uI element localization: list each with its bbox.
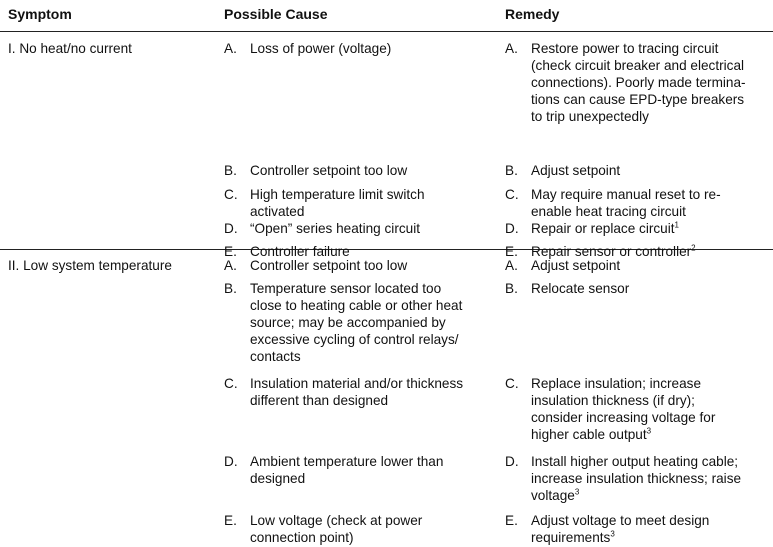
header-rule xyxy=(0,31,773,32)
remedy-text-line xyxy=(531,375,701,392)
cause-letter: A. xyxy=(224,41,237,56)
remedy-text: Replace insulation; increase xyxy=(531,376,702,391)
remedy-letter: A. xyxy=(505,258,518,273)
remedy-text: higher cable output xyxy=(531,427,647,442)
table-header xyxy=(0,0,773,32)
footnote-marker: 3 xyxy=(574,487,580,497)
cause-text-line: Loss of power (voltage) xyxy=(250,41,392,56)
cause-letter: B. xyxy=(224,281,237,296)
remedy-text-line xyxy=(531,453,738,470)
remedy-text-line xyxy=(531,392,695,409)
header-possible-cause: Possible Cause xyxy=(224,6,328,22)
remedy-letter: A. xyxy=(505,41,518,56)
remedy-text: May require manual reset to re- xyxy=(531,187,721,202)
remedy-text: Repair sensor or controller xyxy=(531,244,692,259)
remedy-text: increase insulation thickness; raise xyxy=(531,471,742,486)
footnote-marker: 3 xyxy=(610,529,615,539)
remedy-text-line xyxy=(531,203,686,220)
cause-text-line: High temperature limit switch xyxy=(250,187,425,202)
symptom-label: II. Low system temperature xyxy=(8,258,172,273)
remedy-text-line xyxy=(531,91,744,108)
remedy-text: Repair or replace circuit xyxy=(531,221,675,236)
remedy-letter: C. xyxy=(505,376,519,391)
remedy-text-line xyxy=(531,74,746,91)
remedy-letter: C. xyxy=(505,187,519,202)
remedy-text-line xyxy=(531,487,579,504)
remedy-text-line xyxy=(531,108,649,125)
remedy-text: requirements xyxy=(531,530,611,545)
remedy-text: Install higher output heating cable; xyxy=(531,454,739,469)
remedy-text: insulation thickness (if dry); xyxy=(531,393,695,408)
cause-letter: C. xyxy=(224,187,238,202)
cause-text-line: different than designed xyxy=(250,393,389,408)
cause-text-line: contacts xyxy=(250,349,301,364)
header-remedy: Remedy xyxy=(505,6,560,22)
remedy-letter: D. xyxy=(505,454,519,469)
symptom-label: I. No heat/no current xyxy=(8,41,132,56)
remedy-text: to trip unexpectedly xyxy=(531,109,649,124)
cause-letter: E. xyxy=(224,513,237,528)
remedy-text: Relocate sensor xyxy=(531,281,630,296)
remedy-text: enable heat tracing circuit xyxy=(531,204,686,219)
remedy-text: Adjust setpoint xyxy=(531,163,621,178)
cause-text-line: Low voltage (check at power xyxy=(250,513,423,528)
cause-text-line: designed xyxy=(250,471,306,486)
cause-text-line: “Open” series heating circuit xyxy=(250,221,420,236)
remedy-text: tions can cause EPD-type breakers xyxy=(531,92,745,107)
remedy-text-line xyxy=(531,57,744,74)
remedy-text-line xyxy=(531,409,715,426)
remedy-text: consider increasing voltage for xyxy=(531,410,716,425)
remedy-text: Adjust setpoint xyxy=(531,258,621,273)
remedy-letter: B. xyxy=(505,163,518,178)
cause-letter: E. xyxy=(224,244,237,259)
cause-text-line: activated xyxy=(250,204,305,219)
remedy-letter: E. xyxy=(505,244,518,259)
cause-text-line: Insulation material and/or thickness xyxy=(250,376,464,391)
remedy-letter: E. xyxy=(505,513,518,528)
remedy-text-line xyxy=(531,162,620,179)
footnote-marker: 3 xyxy=(646,426,652,436)
cause-letter: B. xyxy=(224,163,237,178)
cause-letter: D. xyxy=(224,221,238,236)
cause-text-line: Ambient temperature lower than xyxy=(250,454,444,469)
remedy-letter: D. xyxy=(505,221,519,236)
remedy-text: Restore power to tracing circuit xyxy=(531,41,719,56)
remedy-text: Adjust voltage to meet design xyxy=(531,513,710,528)
cause-text-line: Controller setpoint too low xyxy=(250,258,408,273)
remedy-text: voltage xyxy=(531,488,575,503)
remedy-text: (check circuit breaker and electrical xyxy=(531,58,745,73)
footnote-marker: 2 xyxy=(691,243,696,253)
remedy-text-line xyxy=(531,220,679,237)
cause-text-line: connection point) xyxy=(250,530,354,545)
cause-text-line: excessive cycling of control relays/ xyxy=(250,332,459,347)
cause-text-line: Controller setpoint too low xyxy=(250,163,408,178)
remedy-text-line xyxy=(531,40,718,57)
remedy-text-line xyxy=(531,512,709,529)
remedy-text-line xyxy=(531,280,629,297)
cause-text-line: Temperature sensor located too xyxy=(250,281,442,296)
header-symptom: Symptom xyxy=(8,6,72,22)
remedy-text-line xyxy=(531,529,615,546)
cause-text-line: close to heating cable or other heat xyxy=(250,298,463,313)
cause-letter: C. xyxy=(224,376,238,391)
remedy-text-line xyxy=(531,470,741,487)
remedy-text-line xyxy=(531,257,620,274)
cause-text-line: Controller failure xyxy=(250,244,350,259)
remedy-text-line xyxy=(531,186,721,203)
cause-text-line: source; may be accompanied by xyxy=(250,315,446,330)
remedy-text: connections). Poorly made termina- xyxy=(531,75,746,90)
cause-letter: A. xyxy=(224,258,237,273)
remedy-text-line xyxy=(531,426,651,443)
cause-letter: D. xyxy=(224,454,238,469)
remedy-letter: B. xyxy=(505,281,518,296)
footnote-marker: 1 xyxy=(674,220,679,230)
